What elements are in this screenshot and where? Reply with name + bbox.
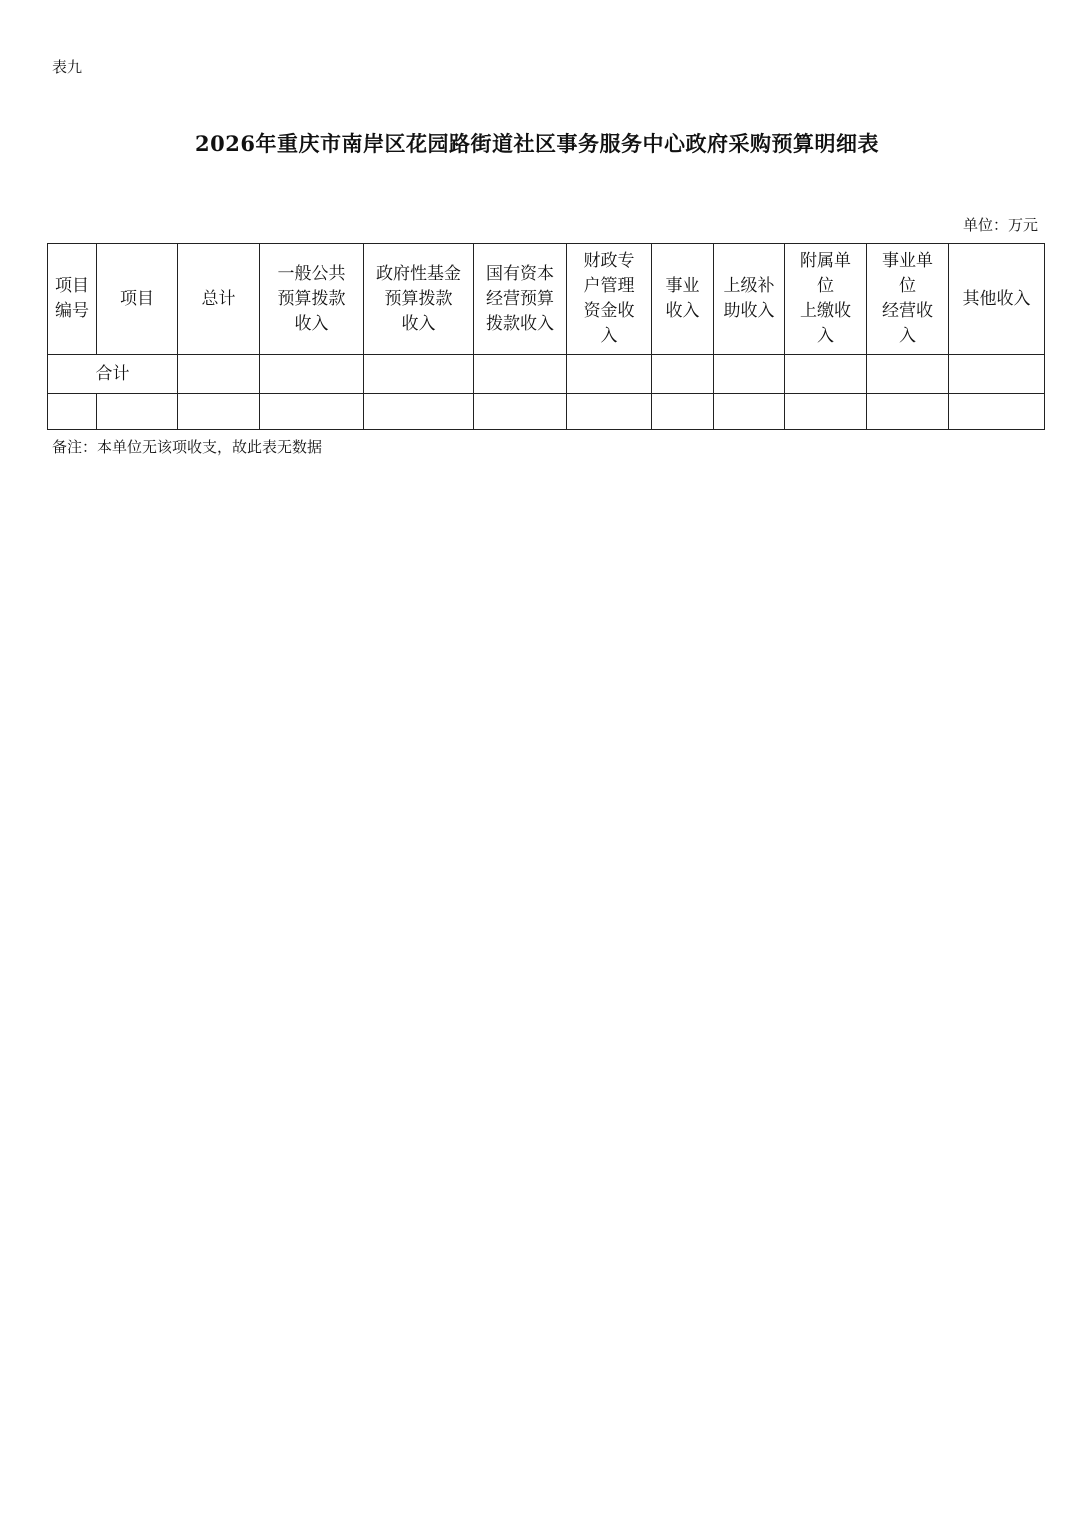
header-line: 上缴收 xyxy=(800,301,851,321)
table-cell xyxy=(97,394,178,430)
table-row xyxy=(48,394,1045,430)
header-line: 事业单 xyxy=(882,251,933,271)
table-cell xyxy=(178,355,260,394)
header-project xyxy=(97,244,178,355)
header-line: 经营预算 xyxy=(486,288,554,309)
header-line: 事业 xyxy=(665,276,700,296)
header-line: 位 xyxy=(899,276,916,296)
table-cell xyxy=(652,355,714,394)
table-cell xyxy=(178,394,260,430)
header-line: 户管理 xyxy=(583,276,635,296)
table-cell xyxy=(364,394,474,430)
table-cell xyxy=(785,394,867,430)
header-line: 财政专 xyxy=(583,251,635,271)
header-line: 收入 xyxy=(294,313,329,334)
header-special-account-funds xyxy=(567,244,652,355)
header-line: 一般公共 xyxy=(277,263,346,284)
header-project-code xyxy=(48,244,97,355)
header-other-income xyxy=(949,244,1045,355)
header-line: 拨款收入 xyxy=(486,313,554,334)
footnote: 备注：本单位无该项收支，故此表无数据 xyxy=(52,438,323,456)
header-line: 编号 xyxy=(55,301,89,321)
header-line: 入 xyxy=(817,326,834,346)
header-line: 收入 xyxy=(665,301,700,321)
header-line: 位 xyxy=(817,276,834,296)
procurement-budget-table xyxy=(47,243,1045,430)
table-cell xyxy=(714,355,785,394)
header-line: 项目 xyxy=(120,288,154,309)
header-line: 预算拨款 xyxy=(384,288,453,309)
header-line: 预算拨款 xyxy=(277,288,346,309)
table-cell xyxy=(785,355,867,394)
header-superior-subsidy xyxy=(714,244,785,355)
table-cell xyxy=(652,394,714,430)
header-line: 总计 xyxy=(201,288,236,309)
header-business-operating-income xyxy=(867,244,949,355)
header-government-fund-budget xyxy=(364,244,474,355)
header-total xyxy=(178,244,260,355)
page-title: 2026年重庆市南岸区花园路街道社区事务服务中心政府采购预算明细表 xyxy=(195,131,879,156)
table-number-label: 表九 xyxy=(52,58,83,76)
header-affiliated-unit-remittance xyxy=(785,244,867,355)
table-cell xyxy=(949,355,1045,394)
header-line: 其他收入 xyxy=(962,288,1031,309)
total-label-cell: 合计 xyxy=(48,355,178,394)
table-cell xyxy=(260,394,364,430)
header-state-capital-budget xyxy=(474,244,567,355)
header-line: 经营收 xyxy=(882,301,933,321)
header-line: 国有资本 xyxy=(486,263,554,284)
header-line: 项目 xyxy=(55,276,89,296)
header-line: 资金收 xyxy=(583,301,635,321)
header-line: 政府性基金 xyxy=(376,263,461,284)
header-general-public-budget xyxy=(260,244,364,355)
table-cell xyxy=(867,355,949,394)
total-row xyxy=(48,355,1045,394)
table-cell xyxy=(260,355,364,394)
header-line: 助收入 xyxy=(723,301,775,321)
table-cell xyxy=(48,394,97,430)
header-line: 入 xyxy=(899,326,916,346)
table-cell xyxy=(949,394,1045,430)
header-line: 上级补 xyxy=(723,276,775,296)
header-line: 收入 xyxy=(401,313,436,334)
header-line: 附属单 xyxy=(800,251,851,271)
header-business-income xyxy=(652,244,714,355)
table-cell xyxy=(567,394,652,430)
table-cell xyxy=(714,394,785,430)
unit-label: 单位：万元 xyxy=(962,216,1038,234)
table-cell xyxy=(567,355,652,394)
table-cell xyxy=(474,394,567,430)
table-cell xyxy=(364,355,474,394)
table-cell xyxy=(867,394,949,430)
table-cell xyxy=(474,355,567,394)
header-row xyxy=(48,244,1045,355)
header-line: 入 xyxy=(600,326,618,346)
